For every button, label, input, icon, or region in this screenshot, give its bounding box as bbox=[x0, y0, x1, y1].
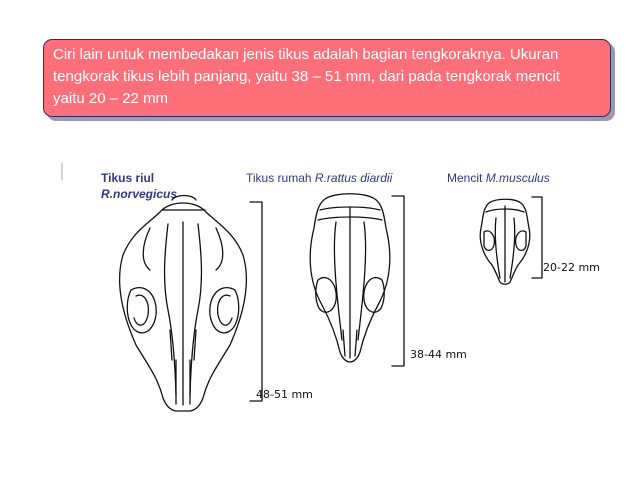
skull-mus-musculus bbox=[480, 199, 530, 284]
label-tikus-riul-common: Tikus riul bbox=[101, 171, 155, 185]
callout-line-2: tengkorak tikus lebih panjang, yaitu 38 – 51 mm, dari pada tengkorak mencit bbox=[53, 68, 560, 85]
skull-rattus-norvegicus bbox=[120, 196, 247, 412]
label-tikus-rumah-scientific: R.rattus diardii bbox=[314, 171, 393, 185]
measure-tikus-riul: 48-51 mm bbox=[256, 388, 313, 401]
callout-line-3: yaitu 20 – 22 mm bbox=[53, 90, 169, 107]
skull-rattus-rattus bbox=[310, 194, 390, 362]
measure-mencit: 20-22 mm bbox=[543, 261, 600, 274]
label-tikus-riul-scientific: R.norvegicus bbox=[101, 187, 178, 201]
label-tikus-rumah-common: Tikus rumah bbox=[246, 171, 315, 185]
bracket-mencit bbox=[532, 197, 542, 278]
label-mencit-common: Mencit bbox=[447, 171, 486, 185]
bracket-tikus-rumah bbox=[392, 196, 404, 366]
measure-tikus-rumah: 38-44 mm bbox=[410, 348, 467, 361]
bracket-tikus-riul bbox=[250, 202, 262, 401]
label-mencit-scientific: M.musculus bbox=[485, 171, 550, 185]
callout-line-1: Ciri lain untuk membedakan jenis tikus adalah bagian tengkoraknya. Ukuran bbox=[53, 46, 559, 63]
